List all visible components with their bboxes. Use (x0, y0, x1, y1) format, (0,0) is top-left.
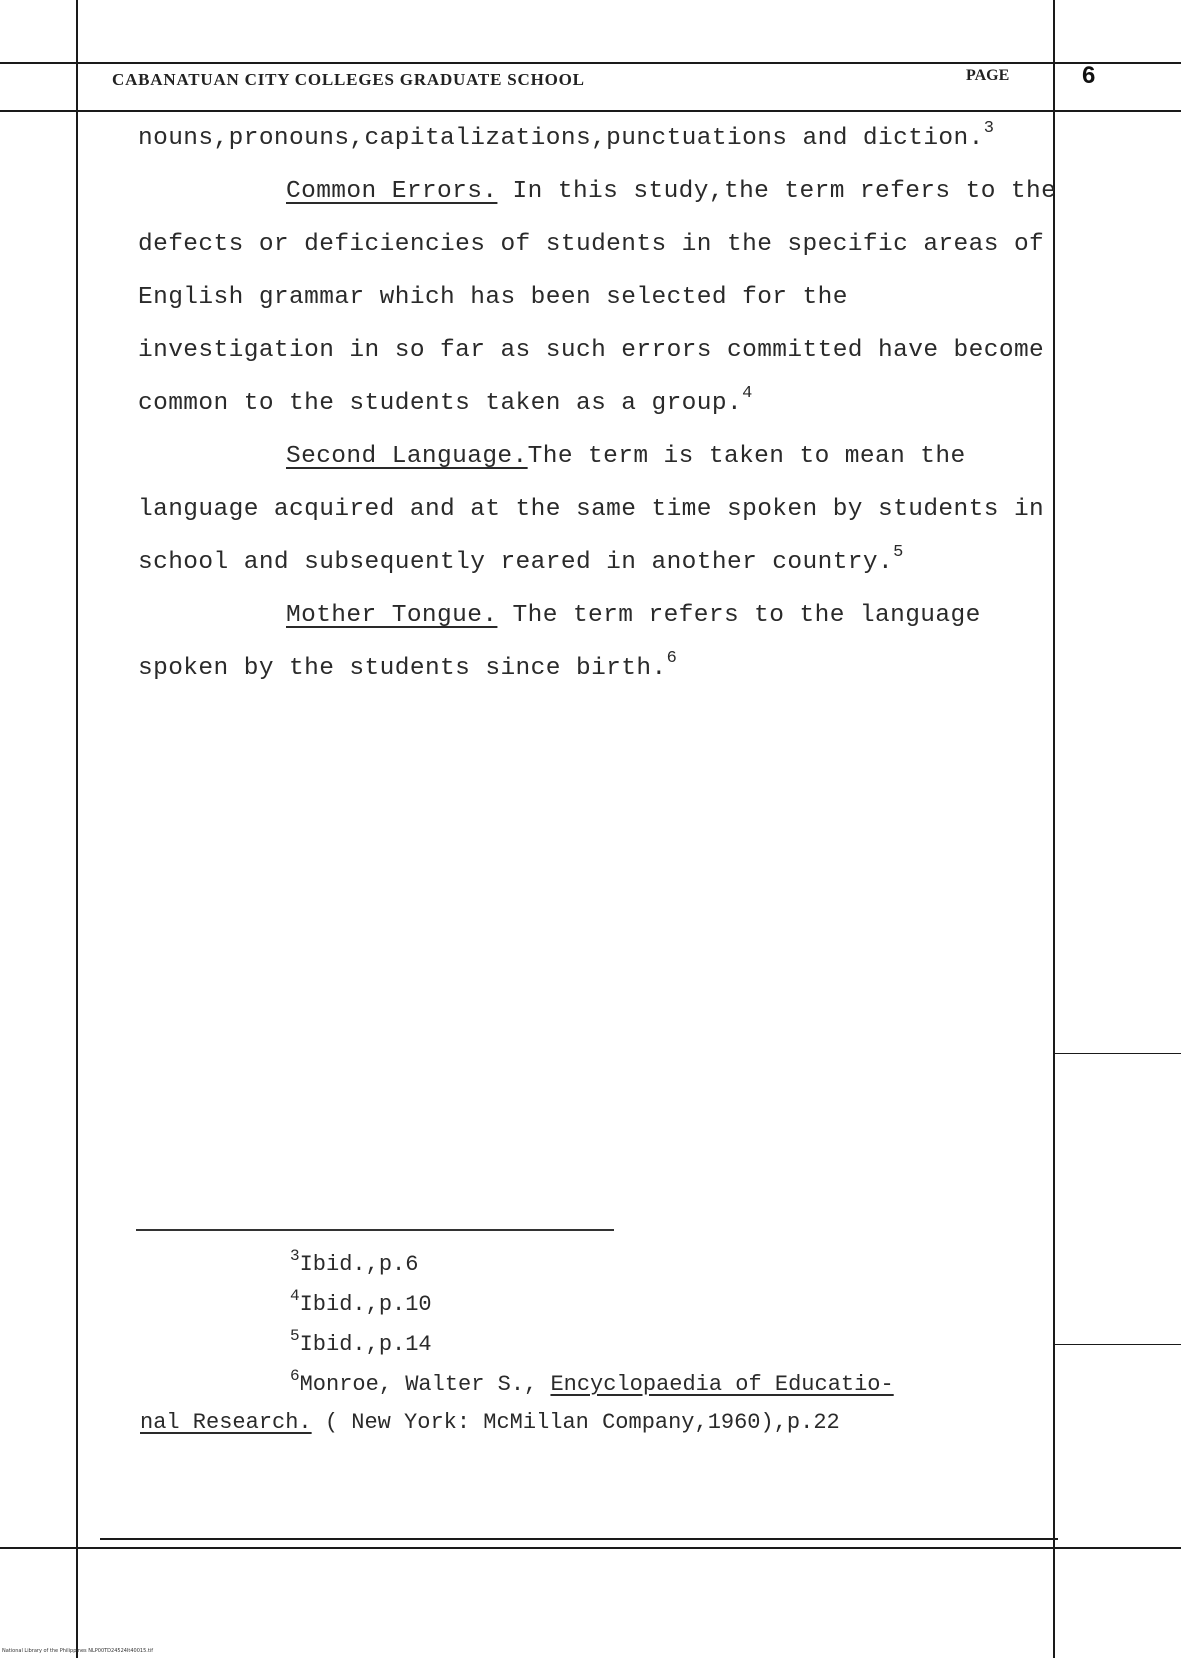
footnote-4: $^4$Ibid.,p.10 (290, 1287, 432, 1317)
footer-rule-upper (100, 1538, 1058, 1540)
footnote-5: $^5$Ibid.,p.14 (290, 1327, 432, 1357)
page-number: 6 (1082, 62, 1096, 89)
footnote-separator (136, 1229, 614, 1231)
header-page-label: PAGE (966, 67, 1010, 84)
definition-second-language: Second Language.The term is taken to mean the language acquired and at the same time spoken by students in school and subsequently reared in another country.$^5$ (138, 443, 1045, 576)
left-margin-line (76, 0, 78, 1658)
definition-mother-tongue: Mother Tongue. The term refers to the language spoken by the students since birth.$^6$ (138, 602, 981, 682)
term-second-language: Second Language. (286, 443, 528, 470)
header-top-rule (0, 62, 1181, 64)
term-common-errors: Common Errors. (286, 178, 498, 205)
right-column-divider-lower (1053, 1344, 1181, 1345)
footnote-6-continuation: nal Research. ( New York: McMillan Company,1960),p.22 (140, 1410, 840, 1435)
footnote-6: $^6$Monroe, Walter S., Encyclopaedia of Educatio- (290, 1367, 894, 1397)
body-text (138, 112, 1058, 695)
definition-common-errors: Common Errors. In this study,the term refers to the defects or deficiencies of students in the specific areas of English grammar which has been selected for the investigation in so far as such errors committed have become common to the students taken as a group.$^4$ (138, 178, 1057, 417)
right-column-divider (1053, 1053, 1181, 1054)
footnote-ref-4: 4 (742, 384, 753, 403)
header-title: CABANATUAN CITY COLLEGES GRADUATE SCHOOL (112, 70, 585, 89)
footnote-ref-6: 6 (666, 649, 678, 668)
footnotes (290, 1245, 894, 1405)
footnote-6-title: Encyclopaedia of Educatio- (550, 1372, 894, 1397)
footnote-ref-5: 5 (893, 543, 904, 562)
archive-footer: National Library of the Philippines NLP00TD24524It40015.tif (2, 1648, 153, 1654)
footer-rule-lower (0, 1547, 1181, 1549)
footnote-3: $^3$Ibid.,p.6 (290, 1247, 419, 1277)
footnote-ref-3: 3 (983, 119, 995, 138)
term-mother-tongue: Mother Tongue. (286, 602, 498, 629)
continuation-line: nouns,pronouns,capitalizations,punctuations and diction.$^3$ (138, 119, 995, 152)
